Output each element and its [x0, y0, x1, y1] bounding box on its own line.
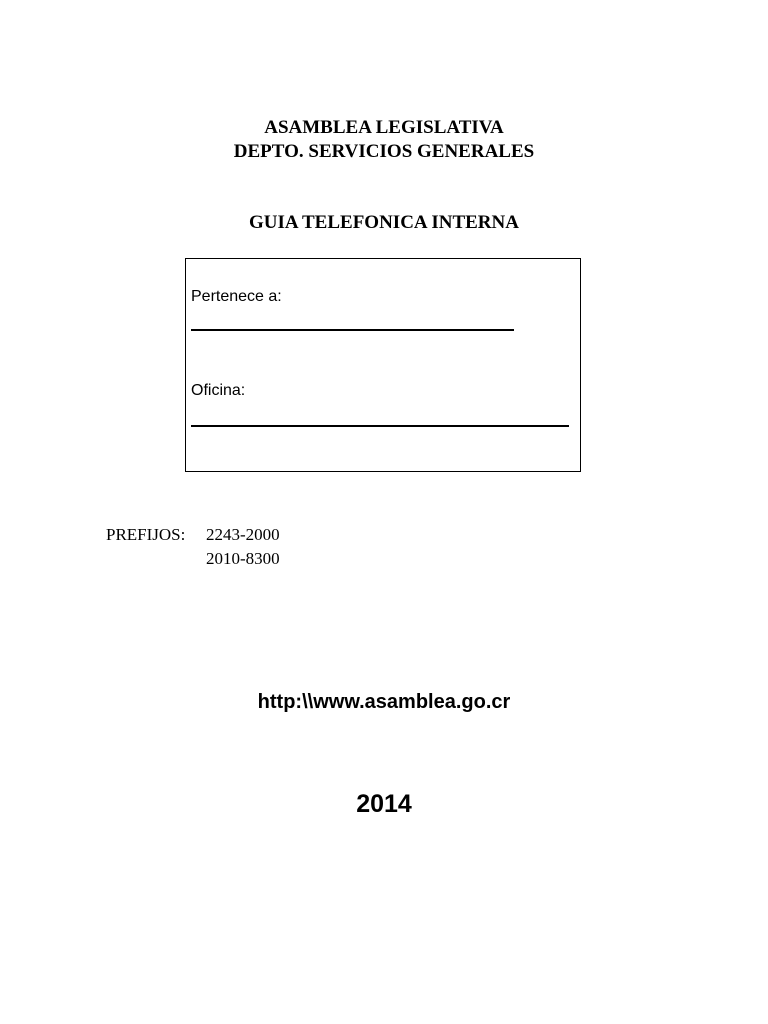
office-fill-line — [191, 425, 569, 427]
department-title: DEPTO. SERVICIOS GENERALES — [233, 141, 535, 162]
website-url: http:\\www.asamblea.go.cr — [257, 691, 511, 713]
owner-label: Pertenece a: — [191, 288, 282, 305]
prefix-number: 2010-8300 — [206, 549, 280, 568]
document-title: GUIA TELEFONICA INTERNA — [249, 212, 519, 233]
organization-title: ASAMBLEA LEGISLATIVA — [264, 117, 504, 138]
owner-fill-line — [191, 329, 514, 331]
office-label: Oficina: — [191, 382, 246, 399]
document-year: 2014 — [356, 790, 412, 818]
prefixes-label: PREFIJOS: — [106, 525, 186, 544]
prefix-number: 2243-2000 — [206, 525, 280, 544]
owner-info-box — [185, 258, 581, 472]
